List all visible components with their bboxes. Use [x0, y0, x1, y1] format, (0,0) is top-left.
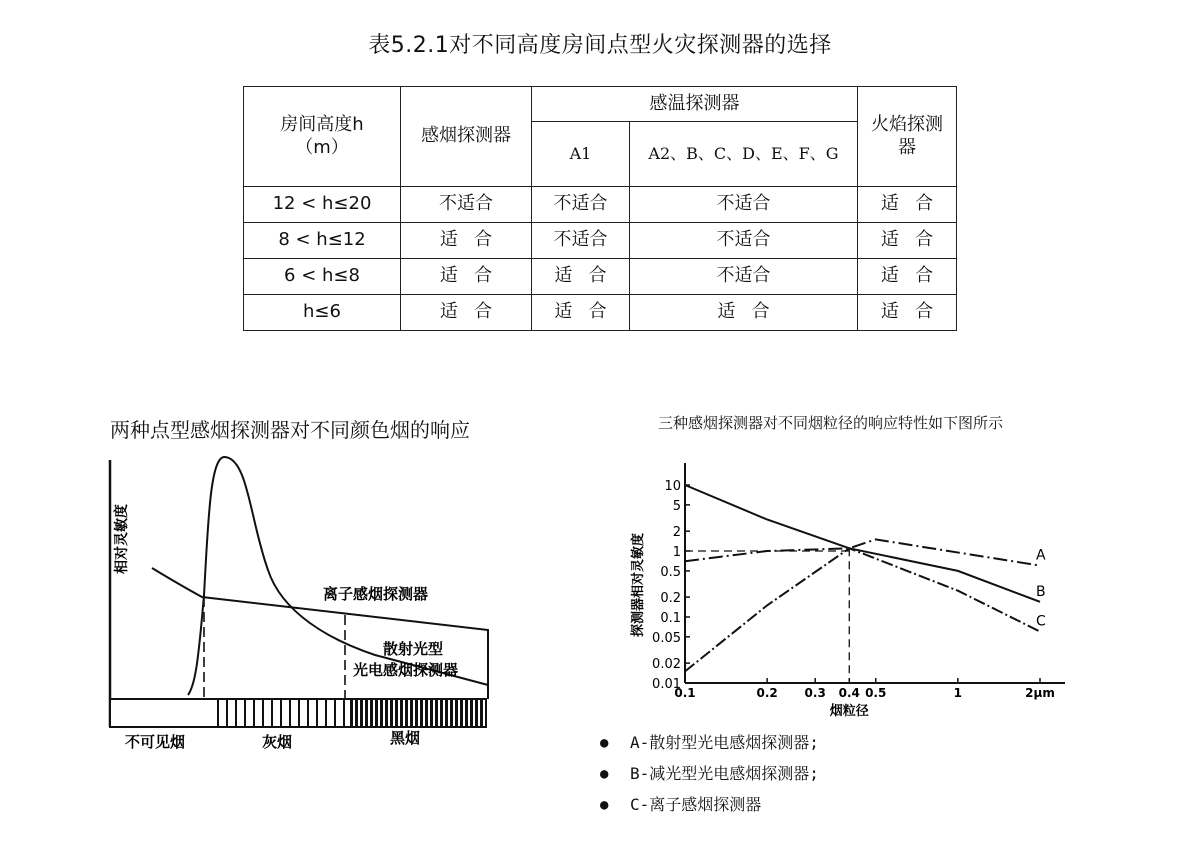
y-tick-label: 1	[672, 545, 681, 560]
cell-a1: 不适合	[532, 187, 630, 223]
zone-label-grey: 灰烟	[262, 733, 293, 751]
left-figure-caption: 两种点型感烟探测器对不同颜色烟的响应	[110, 418, 470, 442]
y-tick-label: 2	[672, 525, 681, 541]
cell-smoke: 适合	[401, 259, 532, 295]
cell-a2g: 适合	[630, 295, 858, 331]
left-ylabel: 相对灵敏度	[114, 504, 130, 574]
chart-xlabel: 烟粒径	[829, 704, 869, 719]
cell-height: h≤6	[244, 295, 401, 331]
y-tick-label: 10	[664, 479, 681, 494]
header-smoke-text: 感烟探测器	[421, 125, 511, 147]
header-a2g-text: A2、B、C、D、E、F、G	[648, 144, 839, 163]
x-tick-label: 0.2	[756, 686, 778, 700]
cell-smoke: 适合	[401, 223, 532, 259]
smoke-color-response-figure	[100, 445, 500, 755]
cell-a1: 不适合	[532, 223, 630, 259]
black-smoke-hatch	[350, 700, 485, 726]
legend-text: A-散射型光电感烟探测器;	[630, 733, 819, 752]
legend-item	[600, 761, 819, 792]
legend-item	[600, 730, 819, 761]
x-tick-label: 2μm	[1025, 686, 1055, 700]
cell-flame: 适合	[858, 187, 957, 223]
zone-label-invisible: 不可见烟	[125, 733, 186, 751]
series-a-line	[685, 539, 1040, 565]
right-figure-caption: 三种感烟探测器对不同烟粒径的响应特性如下图所示	[658, 414, 1004, 432]
table-row	[244, 295, 957, 331]
y-tick-label: 0.2	[660, 591, 681, 607]
header-a2g	[630, 122, 858, 187]
header-smoke	[401, 87, 532, 187]
cell-a2g: 不适合	[630, 223, 858, 259]
series-c-line	[685, 548, 1040, 671]
cell-height: 6 < h≤8	[244, 259, 401, 295]
legend-text: C-离子感烟探测器	[630, 795, 762, 814]
ionization-label: 离子感烟探测器	[323, 585, 429, 603]
header-room-height-text: 房间高度h（m）	[280, 114, 364, 158]
bullet-icon: ●	[600, 797, 609, 813]
y-tick-label: 0.1	[660, 611, 681, 626]
table-row	[244, 223, 957, 259]
cell-a2g: 不适合	[630, 259, 858, 295]
scattered-label-line2: 光电感烟探测器	[353, 661, 459, 679]
particle-size-response-chart	[600, 455, 1080, 730]
x-tick-label: 0.4	[838, 686, 860, 700]
x-tick-label: 1	[953, 686, 963, 700]
table-row	[244, 187, 957, 223]
header-flame	[858, 87, 957, 187]
y-tick-label: 0.02	[652, 657, 681, 673]
y-tick-label: 0.05	[652, 630, 681, 646]
scattered-light-curve	[188, 457, 488, 695]
table-title: 表5.2.1对不同高度房间点型火灾探测器的选择	[368, 33, 832, 58]
legend-text: B-减光型光电感烟探测器;	[630, 764, 819, 783]
legend-item	[600, 792, 819, 823]
header-a1: A1	[532, 122, 630, 187]
y-tick-label: 0.01	[652, 677, 681, 692]
x-tick-label: 0.3	[804, 686, 826, 700]
cell-flame: 适合	[858, 259, 957, 295]
header-flame-text: 火焰探测器	[871, 114, 943, 158]
x-tick-label: 0.1	[674, 686, 696, 700]
cell-flame: 适合	[858, 223, 957, 259]
bullet-icon: ●	[600, 735, 609, 751]
cell-height: 8 < h≤12	[244, 223, 401, 259]
header-heat: 感温探测器	[532, 87, 858, 122]
zone-label-black: 黑烟	[390, 729, 421, 747]
grey-smoke-hatch	[260, 700, 350, 726]
cell-a1: 适合	[532, 295, 630, 331]
series-a-label: A	[1036, 547, 1046, 564]
scattered-label-line1: 散射光型	[383, 640, 444, 658]
cell-height: 12 < h≤20	[244, 187, 401, 223]
grey-smoke-light-hatch	[210, 700, 260, 726]
cell-a1: 适合	[532, 259, 630, 295]
cell-smoke: 不适合	[401, 187, 532, 223]
header-room-height	[244, 87, 401, 187]
y-tick-label: 5	[672, 498, 681, 514]
cell-a2g: 不适合	[630, 187, 858, 223]
series-c-label: C	[1036, 613, 1046, 630]
cell-flame: 适合	[858, 295, 957, 331]
y-tick-label: 0.5	[660, 564, 681, 580]
series-b-label: B	[1036, 583, 1046, 600]
bullet-icon: ●	[600, 766, 609, 782]
chart-ylabel: 探测器相对灵敏度	[631, 532, 646, 638]
x-tick-label: 0.5	[865, 686, 887, 700]
detector-legend	[600, 730, 819, 823]
detector-selection-table	[243, 86, 957, 331]
table-row	[244, 259, 957, 295]
cell-smoke: 适合	[401, 295, 532, 331]
